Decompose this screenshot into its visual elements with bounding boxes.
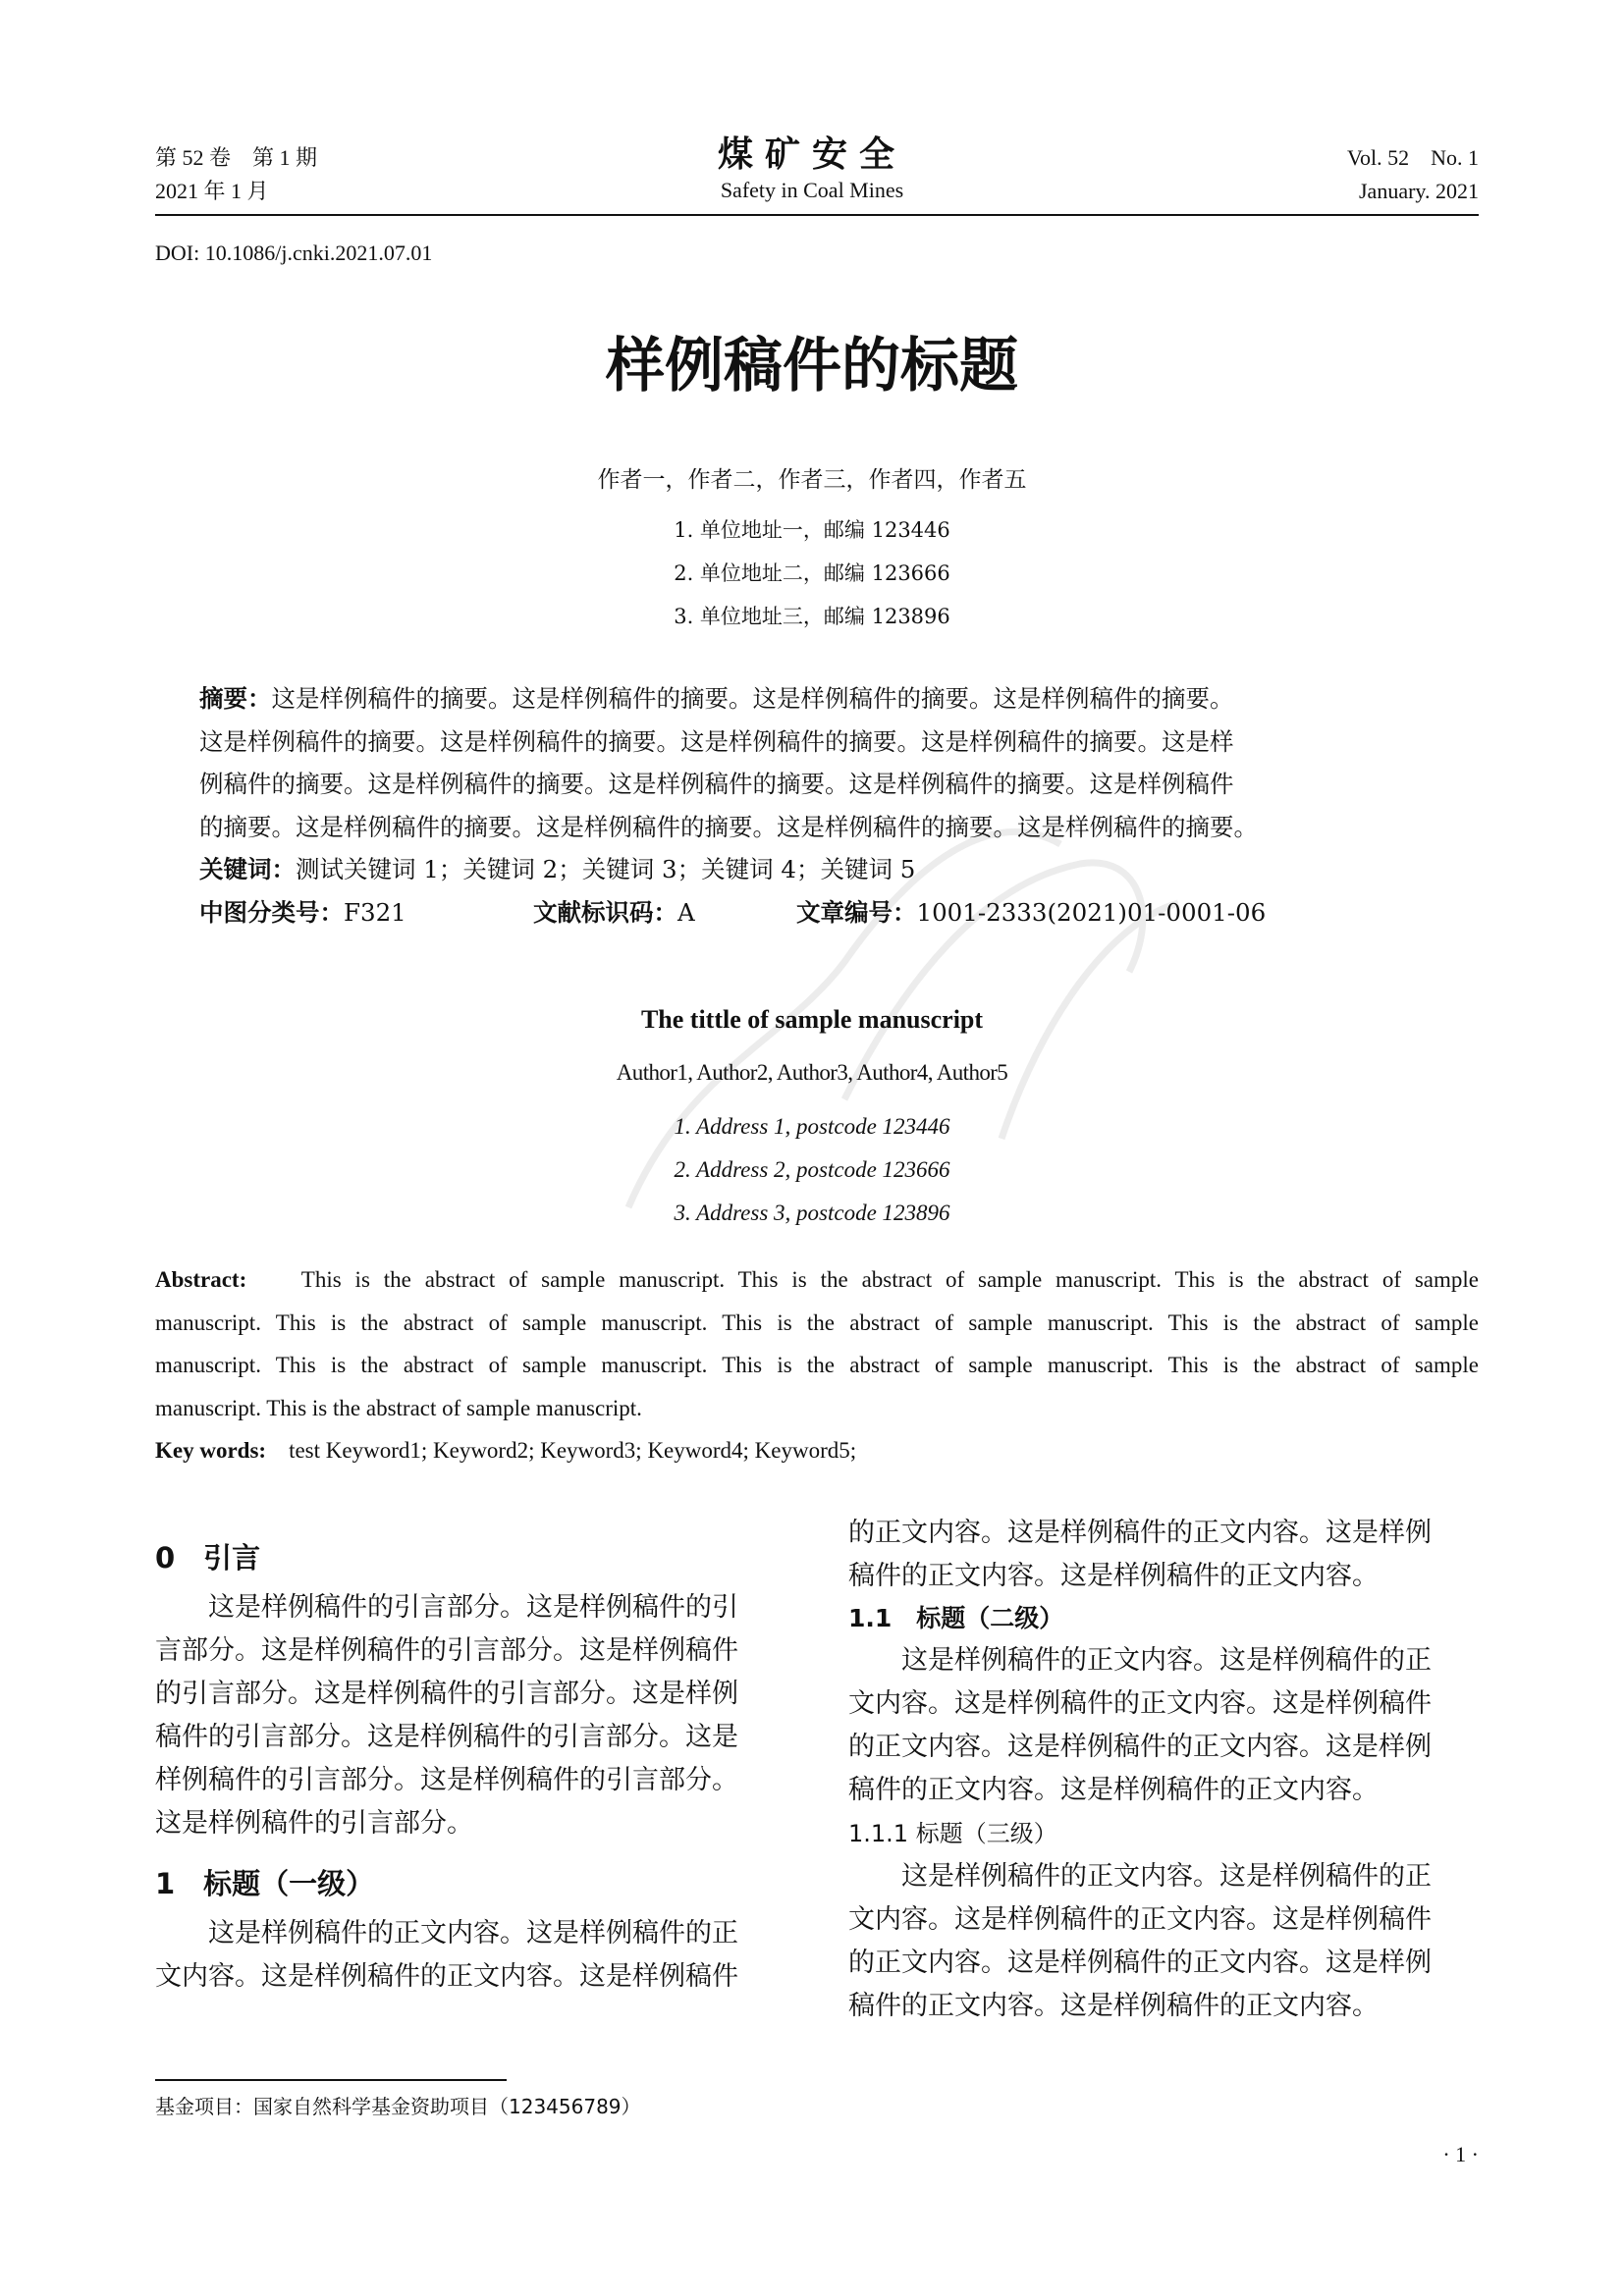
keywords-cn-label: 关键词：	[199, 855, 296, 883]
sec111-line-4: 稿件的正文内容。这是样例稿件的正文内容。	[848, 1991, 1379, 2021]
affiliation-en-3: 3. Address 3, postcode 123896	[674, 1201, 950, 1225]
issue-info	[155, 141, 317, 208]
abstract-en-line-4: manuscript. This is the abstract of sample manuscript.	[155, 1395, 642, 1420]
sec0-line-1: 这是样例稿件的引言部分。这是样例稿件的引	[208, 1592, 738, 1623]
keywords-cn-value: 测试关键词 1；关键词 2；关键词 3；关键词 4；关键词 5	[296, 855, 916, 883]
sec0-line-2: 言部分。这是样例稿件的引言部分。这是样例稿件	[155, 1635, 738, 1666]
body-right-column	[848, 1512, 1479, 2028]
abstract-en-line-3: manuscript. This is the abstract of sample manuscript. This is the abstract of sample manuscript. This is the abstract of sample	[155, 1353, 1479, 1377]
affiliation-cn-1: 1. 单位地址一，邮编 123446	[674, 518, 950, 542]
page-number: · 1 ·	[1442, 2142, 1479, 2166]
title-en: The tittle of sample manuscript	[640, 1005, 984, 1034]
sec0-line-6: 这是样例稿件的引言部分。	[155, 1808, 473, 1839]
abstract-cn-line-2: 这是样例稿件的摘要。这是样例稿件的摘要。这是样例稿件的摘要。这是样例稿件的摘要。这是样	[199, 726, 1234, 756]
authors-en: Author1, Author2, Author3, Author4, Author5	[616, 1060, 1008, 1085]
section-0-heading: 0 引言	[155, 1541, 261, 1575]
body-left-column	[155, 1531, 789, 1999]
funding-footnote: 基金项目：国家自然科学基金资助项目（123456789）	[155, 2095, 641, 2118]
sec111-line-3: 的正文内容。这是样例稿件的正文内容。这是样例	[848, 1948, 1432, 1978]
keywords-en-label: Key words:	[155, 1438, 267, 1463]
section-1-1-heading: 1.1 标题（二级）	[848, 1604, 1064, 1632]
abstract-en-line-1: Abstract: This is the abstract of sample manuscript. This is the abstract of sample manuscript. This is the abstract of sample	[155, 1267, 1480, 1292]
sec111-line-1: 这是样例稿件的正文内容。这是样例稿件的正	[901, 1861, 1432, 1892]
abstract-cn-line-4: 的摘要。这是样例稿件的摘要。这是样例稿件的摘要。这是样例稿件的摘要。这是样例稿件的摘要。	[199, 812, 1258, 841]
journal-masthead	[616, 133, 1008, 204]
classification-row	[199, 891, 1436, 934]
sec111-line-2: 文内容。这是样例稿件的正文内容。这是样例稿件	[848, 1904, 1432, 1935]
doi: DOI: 10.1086/j.cnki.2021.07.01	[155, 240, 433, 265]
article-no-value: 1001-2333(2021)01-0001-06	[916, 897, 1267, 927]
abstract-cn	[199, 677, 1436, 934]
sec0-line-4: 稿件的引言部分。这是样例稿件的引言部分。这是	[155, 1722, 738, 1752]
sec11-line-1: 这是样例稿件的正文内容。这是样例稿件的正	[901, 1645, 1432, 1676]
issue-date-en: January. 2021	[1359, 179, 1479, 203]
sec11-line-2: 文内容。这是样例稿件的正文内容。这是样例稿件	[848, 1688, 1432, 1719]
title-cn: 样例稿件的标题	[606, 332, 1018, 400]
article-no-label: 文章编号：	[796, 897, 917, 927]
clc-value: F321	[344, 897, 406, 927]
abstract-cn-line-3: 例稿件的摘要。这是样例稿件的摘要。这是样例稿件的摘要。这是样例稿件的摘要。这是样例稿件	[199, 770, 1234, 798]
abstract-cn-line-1: 摘要：这是样例稿件的摘要。这是样例稿件的摘要。这是样例稿件的摘要。这是样例稿件的摘要。	[199, 684, 1234, 713]
abstract-en-line-2: manuscript. This is the abstract of sample manuscript. This is the abstract of sample manuscript. This is the abstract of sample	[155, 1309, 1479, 1335]
affiliation-cn-2: 2. 单位地址二，邮编 123666	[674, 561, 950, 585]
authors-cn: 作者一，作者二，作者三，作者四，作者五	[597, 467, 1027, 493]
affiliation-en-1: 1. Address 1, postcode 123446	[674, 1114, 950, 1139]
sec0-line-3: 的引言部分。这是样例稿件的引言部分。这是样例	[155, 1679, 738, 1709]
clc-label: 中图分类号：	[199, 897, 344, 927]
header-rule	[155, 214, 1479, 216]
journal-name-en: Safety in Coal Mines	[720, 178, 904, 202]
abstract-cn-label: 摘要：	[199, 684, 272, 713]
issue-date: 2021 年 1 月	[155, 179, 269, 203]
abstract-en	[155, 1258, 1479, 1472]
sec0-line-5: 样例稿件的引言部分。这是样例稿件的引言部分。	[155, 1765, 738, 1795]
footnote-rule	[155, 2079, 507, 2081]
keywords-en	[155, 1429, 1479, 1472]
doc-code-value: A	[677, 897, 695, 927]
section-1-heading: 1 标题（一级）	[155, 1867, 375, 1900]
affiliation-cn-3: 3. 单位地址三，邮编 123896	[674, 605, 950, 628]
volume-issue-en: Vol. 52 No. 1	[1346, 145, 1479, 170]
keywords-en-value: test Keyword1; Keyword2; Keyword3; Keyword4; Keyword5;	[289, 1438, 857, 1463]
issue-info-en	[1347, 141, 1479, 208]
keywords-cn	[199, 848, 1436, 891]
sec11-line-4: 稿件的正文内容。这是样例稿件的正文内容。	[848, 1775, 1379, 1805]
sec11-line-3: 的正文内容。这是样例稿件的正文内容。这是样例	[848, 1732, 1432, 1762]
affiliation-en-2: 2. Address 2, postcode 123666	[674, 1157, 950, 1182]
cont-line-2: 稿件的正文内容。这是样例稿件的正文内容。	[848, 1561, 1379, 1591]
abstract-en-label: Abstract:	[155, 1267, 247, 1292]
section-1-1-1-heading: 1.1.1 标题（三级）	[848, 1820, 1057, 1847]
volume-issue: 第 52 卷 第 1 期	[155, 145, 318, 170]
sec1-line-2: 文内容。这是样例稿件的正文内容。这是样例稿件	[155, 1961, 738, 1992]
journal-name-cn: 煤矿安全	[717, 134, 906, 175]
doc-code-label: 文献标识码：	[533, 897, 677, 927]
cont-line-1: 的正文内容。这是样例稿件的正文内容。这是样例	[848, 1518, 1432, 1548]
sec1-line-1: 这是样例稿件的正文内容。这是样例稿件的正	[208, 1918, 738, 1949]
